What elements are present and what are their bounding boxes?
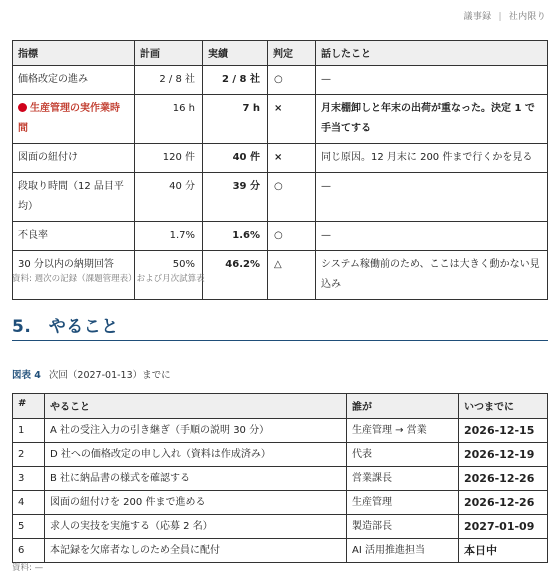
kpi-metric: 不良率	[13, 222, 135, 251]
action-due: 2026-12-26	[459, 491, 548, 515]
kpi-note: —	[316, 66, 548, 95]
kpi-note: 月末棚卸しと年末の出荷が重なった。決定 1 で手当てする	[316, 95, 548, 144]
table-caption	[12, 367, 171, 381]
action-owner: 営業課長	[347, 467, 459, 491]
action-due: 2026-12-15	[459, 419, 548, 443]
kpi-actual: 7 h	[203, 95, 268, 144]
action-due: 2026-12-26	[459, 467, 548, 491]
action-task: D 社への価格改定の申し入れ（資料は作成済み）	[45, 443, 347, 467]
header-doc-type: 議事録	[463, 12, 492, 22]
action-no: 5	[13, 515, 45, 539]
kpi-note: —	[316, 173, 548, 222]
action-no: 6	[13, 539, 45, 563]
action-task: 求人の実技を実施する（応募 2 名）	[45, 515, 347, 539]
alert-dot-icon	[18, 103, 27, 112]
action-header-due: いつまでに	[459, 394, 548, 419]
section-divider	[12, 340, 548, 341]
action-owner: 代表	[347, 443, 459, 467]
table-row	[13, 539, 548, 563]
kpi-metric-cell	[13, 95, 135, 144]
table-row	[13, 419, 548, 443]
action-due: 2027-01-09	[459, 515, 548, 539]
table-row	[13, 222, 548, 251]
action-header-who: 誰が	[347, 394, 459, 419]
kpi-note: システム稼働前のため、ここは大きく動かない見込み	[316, 251, 548, 300]
action-owner: 生産管理	[347, 491, 459, 515]
document-header	[464, 9, 546, 22]
action-task: 図面の紐付けを 200 件まで進める	[45, 491, 347, 515]
action-due: 2026-12-19	[459, 443, 548, 467]
kpi-note: 同じ原因。12 月末に 200 件まで行くかを見る	[316, 144, 548, 173]
kpi-judge: ○	[268, 222, 316, 251]
action-items-table	[12, 393, 548, 563]
kpi-metric: 価格改定の進み	[13, 66, 135, 95]
action-no: 4	[13, 491, 45, 515]
kpi-actual: 40 件	[203, 144, 268, 173]
kpi-header-metric: 指標	[13, 41, 135, 66]
kpi-metric: 30 分以内の納期回答	[13, 251, 135, 300]
kpi-metric: 段取り時間（12 品目平均）	[13, 173, 135, 222]
action-header-no: #	[13, 394, 45, 419]
action-due: 本日中	[459, 539, 548, 563]
table-row	[13, 467, 548, 491]
caption-text: 次回（2027-01-13）までに	[48, 370, 171, 381]
kpi-plan: 50%	[135, 251, 203, 300]
action-no: 3	[13, 467, 45, 491]
kpi-header-plan: 計画	[135, 41, 203, 66]
action-task: 本記録を欠席者なしのため全員に配付	[45, 539, 347, 563]
kpi-plan: 2 / 8 社	[135, 66, 203, 95]
action-owner: 製造部長	[347, 515, 459, 539]
table-row	[13, 173, 548, 222]
kpi-plan: 40 分	[135, 173, 203, 222]
header-separator: |	[498, 12, 502, 22]
kpi-table-source: 資料: 週次の記録（課題管理表）および月次試算表	[12, 274, 205, 284]
kpi-actual: 46.2%	[203, 251, 268, 300]
caption-label: 図表 4	[12, 370, 41, 381]
kpi-table	[12, 40, 548, 300]
kpi-header-judge: 判定	[268, 41, 316, 66]
action-header-task: やること	[45, 394, 347, 419]
kpi-judge: ×	[268, 144, 316, 173]
table-row	[13, 515, 548, 539]
kpi-header-actual: 実績	[203, 41, 268, 66]
action-task: A 社の受注入力の引き継ぎ（手順の説明 30 分）	[45, 419, 347, 443]
kpi-plan: 16 h	[135, 95, 203, 144]
action-table-source: 資料: —	[12, 563, 44, 573]
table-row	[13, 443, 548, 467]
action-owner: 生産管理 → 営業	[347, 419, 459, 443]
kpi-actual: 1.6%	[203, 222, 268, 251]
action-no: 1	[13, 419, 45, 443]
kpi-note: —	[316, 222, 548, 251]
kpi-judge: ○	[268, 173, 316, 222]
table-row-highlighted	[13, 95, 548, 144]
kpi-judge: ○	[268, 66, 316, 95]
kpi-judge: △	[268, 251, 316, 300]
kpi-metric: 生産管理の実作業時間	[18, 103, 120, 134]
kpi-judge: ×	[268, 95, 316, 144]
table-row	[13, 144, 548, 173]
action-no: 2	[13, 443, 45, 467]
kpi-header-note: 話したこと	[316, 41, 548, 66]
action-task: B 社に納品書の様式を確認する	[45, 467, 347, 491]
kpi-actual: 2 / 8 社	[203, 66, 268, 95]
table-row	[13, 491, 548, 515]
kpi-table-header-row	[13, 41, 548, 66]
section-title: 5. やること	[12, 317, 119, 337]
action-table-header-row	[13, 394, 548, 419]
kpi-actual: 39 分	[203, 173, 268, 222]
kpi-plan: 1.7%	[135, 222, 203, 251]
kpi-metric: 図面の紐付け	[13, 144, 135, 173]
action-owner: AI 活用推進担当	[347, 539, 459, 563]
kpi-plan: 120 件	[135, 144, 203, 173]
header-confidentiality: 社内限り	[508, 12, 546, 22]
table-row	[13, 66, 548, 95]
